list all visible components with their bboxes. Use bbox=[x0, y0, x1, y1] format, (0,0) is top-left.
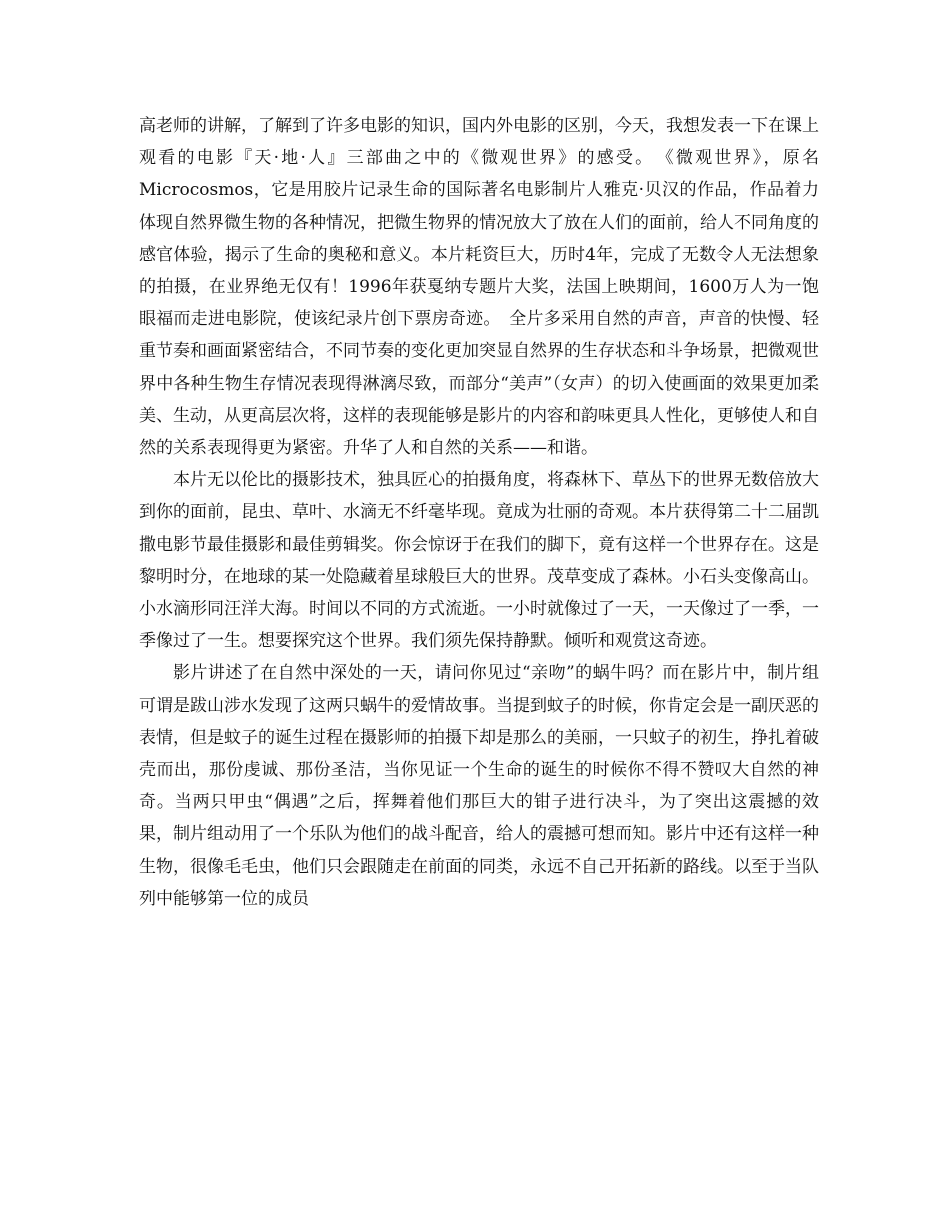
paragraph-1: 高老师的讲解，了解到了许多电影的知识，国内外电影的区别，今天，我想发表一下在课上观看的电影『天·地·人』三部曲之中的《微观世界》的感受。 《微观世界》，原名Microcosmos，它是用胶片记录生命的国际著名电影制片人雅克·贝汉的作品，作品着力体现自然界微生物的各种情况，把微生物界的情况放大了放在人们的面前，给人不同角度的感官体验，揭示了生命的奥秘和意义。本片耗资巨大，历时4年，完成了无数令人无法想象的拍摄，在业界绝无仅有！1996年获戛纳专题片大奖，法国上映期间，1600万人为一饱眼福而走进电影院，使该纪录片创下票房奇迹。 全片多采用自然的声音，声音的快慢、轻重节奏和画面紧密结合，不同节奏的变化更加突显自然界的生存状态和斗争场景，把微观世界中各种生物生存情况表现得淋漓尽致，而部分“美声”（女声）的切入使画面的效果更加柔美、生动，从更高层次将，这样的表现能够是影片的内容和韵味更具人性化，更够使人和自然的关系表现得更为紧密。升华了人和自然的关系——和谐。 bbox=[139, 116, 819, 459]
paragraph-3: 影片讲述了在自然中深处的一天，请问你见过“亲吻”的蜗牛吗？而在影片中，制片组可谓是跋山涉水发现了这两只蜗牛的爱情故事。当提到蚊子的时候，你肯定会是一副厌恶的表情，但是蚊子的诞生过程在摄影师的拍摄下却是那么的美丽，一只蚊子的初生，挣扎着破壳而出，那份虔诚、那份圣洁，当你见证一个生命的诞生的时候你不得不赞叹大自然的神奇。当两只甲虫“偶遇”之后，挥舞着他们那巨大的钳子进行决斗，为了突出这震撼的效果，制片组动用了一个乐队为他们的战斗配音，给人的震撼可想而知。影片中还有这样一种生物，很像毛毛虫，他们只会跟随走在前面的同类，永远不自己开拓新的路线。以至于当队列中能够第一位的成员 bbox=[139, 663, 819, 909]
paragraph-2: 本片无以伦比的摄影技术，独具匠心的拍摄角度，将森林下、草丛下的世界无数倍放大到你的面前，昆虫、草叶、水滴无不纤毫毕现。竟成为壮丽的奇观。本片获得第二十二届凯撒电影节最佳摄影和最佳剪辑奖。你会惊讶于在我们的脚下，竟有这样一个世界存在。这是黎明时分，在地球的某一处隐藏着星球般巨大的世界。茂草变成了森林。小石头变像高山。小水滴形同汪洋大海。时间以不同的方式流逝。一小时就像过了一天，一天像过了一季，一季像过了一生。想要探究这个世界。我们须先保持静默。倾听和观赏这奇迹。 bbox=[139, 470, 819, 652]
document-page bbox=[139, 110, 819, 915]
